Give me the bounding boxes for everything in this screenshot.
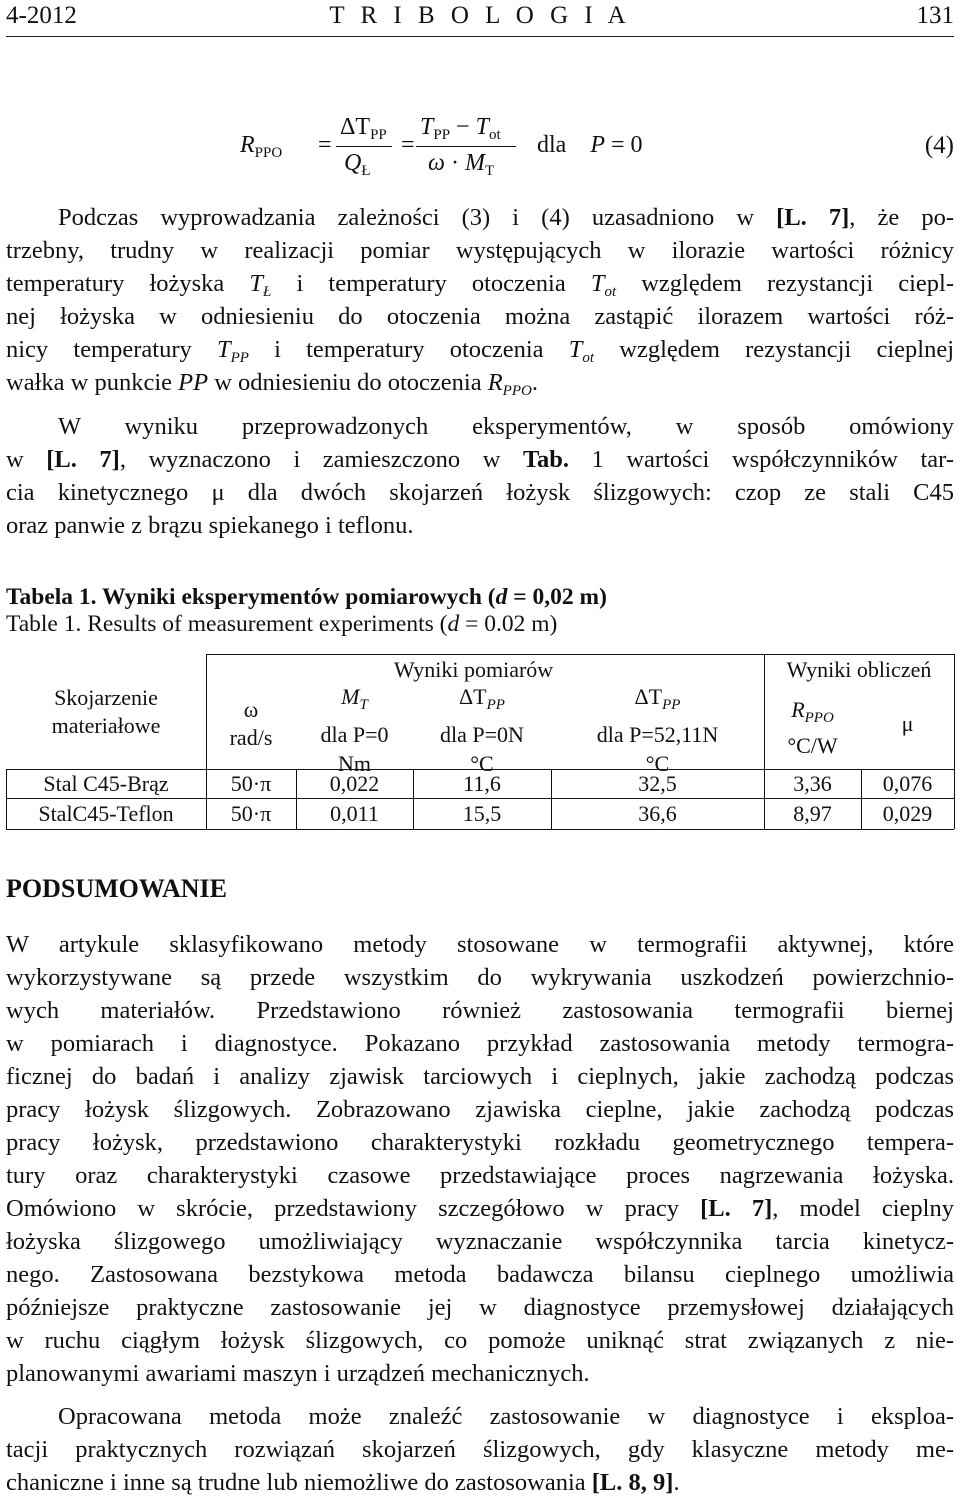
- text-line: temperatury łożyska $T_Ł$ i temperatury otoczenia $T_{ot}$ względem rezystancji ciepl-: [6, 270, 955, 300]
- text-line: w [L. 7], wyznaczono i zamieszczono w Tab. 1 wartości współczynników tar-: [6, 446, 954, 473]
- table-cell: Stal C45-Brąz: [43, 771, 169, 796]
- header-delta-t-p0: $\Delta T_{PP}$ dla P=0N °C: [440, 684, 524, 776]
- eq-equals-2: =: [401, 132, 415, 158]
- issue-number: 4-2012: [6, 2, 77, 29]
- table-cell: 36,6: [638, 801, 677, 826]
- header-delta-t-p52: $\Delta T_{PP}$ dla P=52,11N °C: [596, 684, 719, 776]
- header-pairing: Skojarzenie materiałowe: [51, 685, 161, 738]
- text-line: nicy temperatury $T_{PP}$ i temperatury otoczenia $T_{ot}$ względem rezystancji cieplnej: [6, 336, 954, 366]
- text-line: cia kinetycznego μ dla dwóch skojarzeń łożysk ślizgowych: czop ze stali C45: [6, 479, 954, 506]
- table-cell: 50·π: [230, 771, 272, 796]
- text-line: chaniczne i inne są trudne lub niemożliwe do zastosowania [L. 8, 9].: [6, 1469, 680, 1496]
- table-cell: 0,076: [882, 771, 933, 796]
- table-cell: 15,5: [462, 801, 502, 826]
- fraction-bar-2: [416, 146, 516, 147]
- table-rule: [6, 798, 954, 799]
- table-cell: 50·π: [230, 801, 272, 826]
- eq-numerator-1: $\Delta T_{PP}$: [340, 114, 387, 143]
- eq-numerator-2: $T_{PP} - T_{ot}$: [420, 114, 501, 143]
- paragraph-summary: [6, 928, 954, 1390]
- paragraph-conclusion: [6, 1400, 954, 1499]
- table-cell: 11,6: [463, 771, 501, 796]
- text-line: Omówiono w skrócie, przedstawiony szczegółowo w pracy [L. 7], model cieplny: [6, 1195, 954, 1222]
- table-caption-polish: Tabela 1. Wyniki eksperymentów pomiarowych (d = 0,02 m): [6, 584, 607, 610]
- text-line: ficznej do badań i analizy zjawisk tarciowych i cieplnych, jakie zachodzą podczas: [6, 1063, 954, 1090]
- citation-link: [L. 7]: [46, 446, 120, 473]
- citation-link: [L. 7]: [700, 1195, 773, 1222]
- eq-lhs: $R_{PPO}$: [240, 132, 283, 161]
- fraction-bar-1: [336, 146, 392, 147]
- text-line: w pomiarach i diagnostyce. Pokazano przykład zastosowania metody termogra-: [6, 1030, 954, 1057]
- page-number: 131: [916, 2, 954, 29]
- table-rule: [206, 654, 954, 655]
- text-line: łożyska ślizgowego umożliwiający wyznaczanie współczynnika tarcia kinetycz-: [6, 1228, 954, 1255]
- text-line: oraz panwie z brązu spiekanego i teflonu.: [6, 512, 414, 539]
- text-line: tury oraz charakterystyki czasowe przedstawiające proces nagrzewania łożyska.: [6, 1162, 954, 1189]
- text-line: wych materiałów. Przedstawiono również zastosowania termografii biernej: [6, 997, 954, 1024]
- text-line: trzebny, trudny w realizacji pomiar występujących w ilorazie wartości różnicy: [6, 237, 954, 264]
- text-line: nej łożyska w odniesieniu do otoczenia można zastąpić ilorazem wartości róż-: [6, 303, 954, 330]
- eq-denominator-2: $\omega \cdot M_T$: [428, 150, 495, 179]
- text-line: W artykule sklasyfikowano metody stosowane w termografii aktywnej, które: [6, 931, 954, 958]
- table-cell: StalC45-Teflon: [38, 801, 174, 826]
- text-line: nego. Zastosowana bezstykowa metoda badawcza bilansu cieplnego umożliwia: [6, 1261, 954, 1288]
- text-line: wałka w punkcie PP w odniesieniu do otoczenia $R_{PPO}$.: [6, 369, 538, 399]
- text-line: pracy łożysk ślizgowych. Zobrazowano zjawiska cieplne, jakie zachodzą podczas: [6, 1096, 954, 1123]
- section-heading: PODSUMOWANIE: [6, 874, 228, 903]
- text-line: W wyniku przeprowadzonych eksperymentów, w sposób omówiony: [58, 413, 954, 440]
- eq-equals-1: =: [318, 132, 332, 158]
- eq-condition: dla P = 0: [537, 132, 643, 158]
- text-line: planowanymi awariami maszyn i urządzeń mechanicznych.: [6, 1360, 590, 1387]
- eq-denominator-1: $Q_Ł$: [344, 150, 371, 179]
- text-line: Podczas wyprowadzania zależności (3) i (4) uzasadniono w [L. 7], że po-: [58, 204, 954, 231]
- equation-4: [0, 110, 960, 190]
- table-cell: 3,36: [793, 771, 832, 796]
- text-line: pracy łożysk, przedstawiono charakterystyki rozkładu geometrycznego tempera-: [6, 1129, 954, 1156]
- text-line: w ruchu ciągłym łożysk ślizgowych, co pomoże uniknąć strat związanych z nie-: [6, 1327, 954, 1354]
- table-cell: 0,029: [882, 801, 933, 826]
- text-line: tacji praktycznych rozwiązań skojarzeń ślizgowych, gdy klasyczne metody me-: [6, 1436, 954, 1463]
- header-measurements: Wyniki pomiarów: [393, 657, 554, 682]
- paragraph-derivation: [6, 201, 954, 399]
- table-cell: 0,022: [329, 771, 380, 796]
- header-friction-coefficient: μ: [901, 711, 914, 736]
- header-omega: ω rad/s: [229, 697, 273, 750]
- journal-title: T R I B O L O G I A: [329, 2, 631, 29]
- table-cell: 0,011: [330, 801, 379, 826]
- paragraph-experiments: [6, 410, 954, 542]
- table-rule: [954, 654, 955, 829]
- table-reference: Tab.: [522, 446, 570, 473]
- table-cell: 32,5: [638, 771, 677, 796]
- table-cell: 8,97: [793, 801, 832, 826]
- header-friction-torque: $M_T$ dla P=0 Nm: [320, 684, 389, 776]
- running-header: [6, 2, 954, 37]
- table-caption-english: Table 1. Results of measurement experiments (d = 0.02 m): [6, 611, 558, 637]
- text-line: Opracowana metoda może znaleźć zastosowanie w diagnostyce i eksploa-: [58, 1403, 954, 1430]
- equation-number: (4): [924, 132, 954, 159]
- text-line: wykorzystywane są przede wszystkim do wykrywania uszkodzeń powierzchnio-: [6, 964, 954, 991]
- header-calculations: Wyniki obliczeń: [786, 657, 932, 682]
- header-thermal-resistance: $R_{PPO}$ °C/W: [787, 697, 838, 758]
- table-rule: [6, 829, 954, 830]
- citation-link: [L. 7]: [776, 204, 850, 231]
- citation-link: [L. 8, 9]: [591, 1469, 674, 1496]
- text-line: późniejsze praktyczne zastosowanie jej w diagnostyce przemysłowej działających: [6, 1294, 954, 1321]
